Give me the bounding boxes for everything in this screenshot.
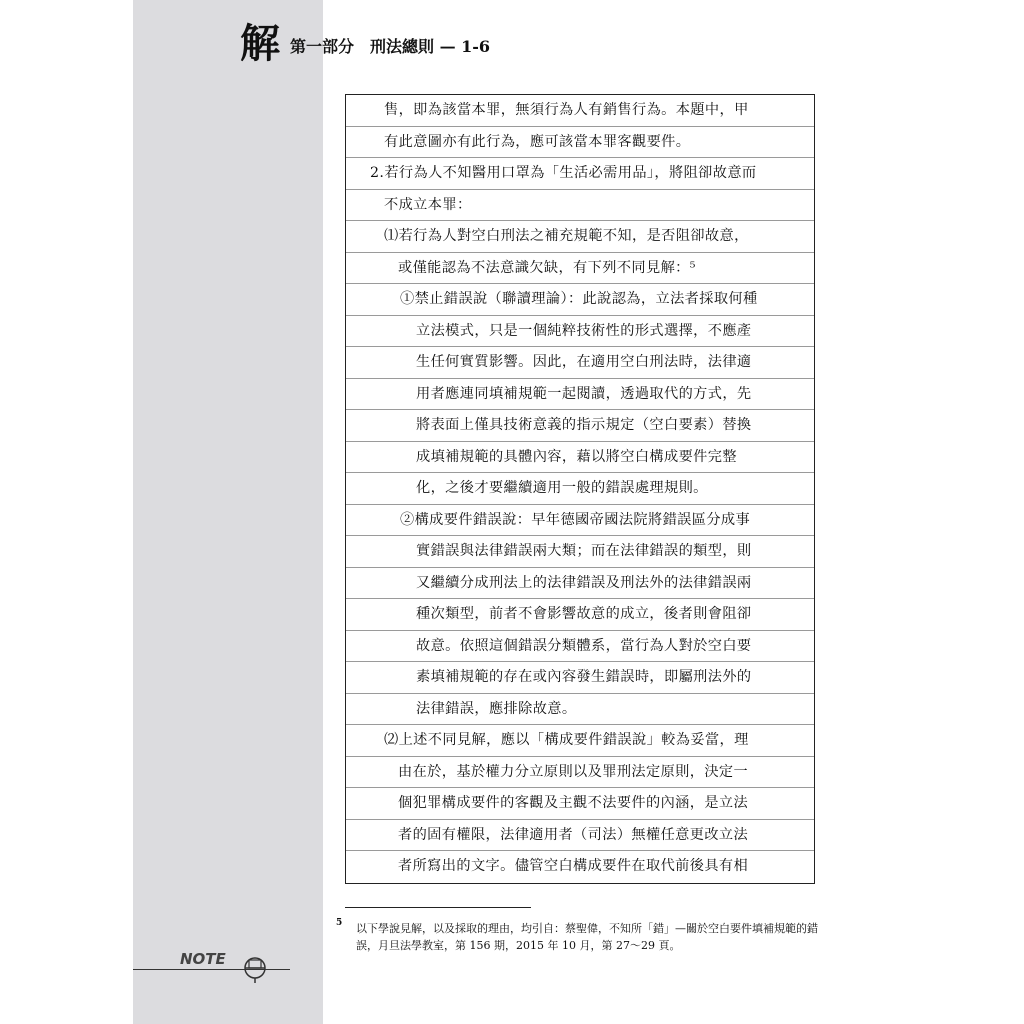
box-line: 化，之後才要繼續適用一般的錯誤處理規則。 [346,473,814,505]
box-line: ⑴若行為人對空白刑法之補充規範不知，是否阻卻故意， [346,221,814,253]
box-line: 將表面上僅具技術意義的指示規定（空白要素）替換 [346,410,814,442]
box-line: ①禁止錯誤說（聯讀理論）：此說認為，立法者採取何種 [346,284,814,316]
chapter-mark: 解 [240,20,280,67]
box-line: 者的固有權限，法律適用者（司法）無權任意更改立法 [346,820,814,852]
box-line: 成填補規範的具體內容，藉以將空白構成要件完整 [346,442,814,474]
box-line: 個犯罪構成要件的客觀及主觀不法要件的內涵，是立法 [346,788,814,820]
footnote-text: 以下學說見解，以及採取的理由，均引自：蔡聖偉，不知所「錯」—關於空白要件填補規範的錯誤，月旦法學教室，第 156 期，2015 年 10 月，第 27～29 頁。 [356,922,818,952]
footnote-divider [345,907,531,908]
box-line: 故意。依照這個錯誤分類體系，當行為人對於空白要 [346,631,814,663]
side-band [133,0,323,1024]
box-line: 2.若行為人不知醫用口罩為「生活必需用品」，將阻卻故意而 [346,158,814,190]
pencil-note-icon [240,954,270,988]
box-line: ②構成要件錯誤說：早年德國帝國法院將錯誤區分成事 [346,505,814,537]
footnote-number: 5 [336,918,343,928]
answer-box [345,94,815,884]
box-line: 素填補規範的存在或內容發生錯誤時，即屬刑法外的 [346,662,814,694]
note-label: NOTE [180,950,226,968]
box-line: ⑵上述不同見解，應以「構成要件錯誤說」較為妥當，理 [346,725,814,757]
box-line: 不成立本罪： [346,190,814,222]
box-line: 立法模式，只是一個純粹技術性的形式選擇，不應產 [346,316,814,348]
box-line: 由在於，基於權力分立原則以及罪刑法定原則，決定一 [346,757,814,789]
box-line: 或僅能認為不法意識欠缺，有下列不同見解：⁵ [346,253,814,285]
box-line: 者所寫出的文字。儘管空白構成要件在取代前後具有相 [398,858,749,874]
box-line: 法律錯誤，應排除故意。 [346,694,814,726]
box-line: 實錯誤與法律錯誤兩大類；而在法律錯誤的類型，則 [346,536,814,568]
box-line: 售，即為該當本罪，無須行為人有銷售行為。本題中，甲 [346,95,814,127]
page-header-title: 第一部分 刑法總則 — 1-6 [290,37,491,56]
box-line: 有此意圖亦有此行為，應可該當本罪客觀要件。 [346,127,814,159]
box-line: 種次類型，前者不會影響故意的成立，後者則會阻卻 [346,599,814,631]
box-line: 用者應連同填補規範一起閱讀，透過取代的方式，先 [346,379,814,411]
box-line: 又繼續分成刑法上的法律錯誤及刑法外的法律錯誤兩 [346,568,814,600]
box-line: 生任何實質影響。因此，在適用空白刑法時，法律適 [346,347,814,379]
